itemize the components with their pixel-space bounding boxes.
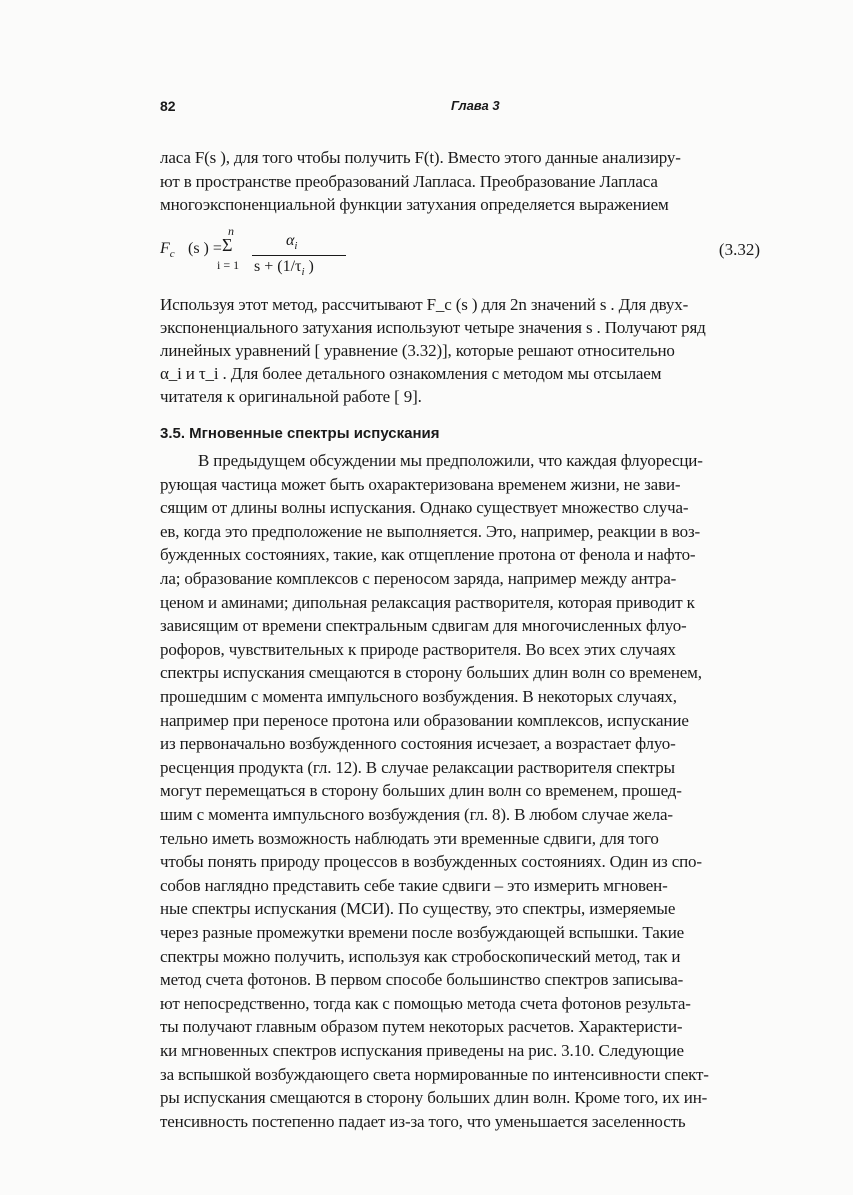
text-line: ры испускания смещаются в сторону больших длин волн. Кроме того, их ин- bbox=[160, 1088, 708, 1108]
text-line: линейных уравнений [ уравнение (3.32)], которые решают относительно bbox=[160, 341, 675, 360]
numerator: α bbox=[286, 232, 295, 249]
text-line: тельно иметь возможность наблюдать эти временные сдвиги, для того bbox=[160, 828, 659, 848]
text-line: спектры испускания смещаются в сторону больших длин волн со временем, bbox=[160, 663, 702, 683]
text-line: читателя к оригинальной работе [ 9]. bbox=[160, 387, 422, 406]
text-line: ласа F(s ), для того чтобы получить F(t). Вместо этого данные анализиру- bbox=[160, 148, 681, 167]
text-line: ные спектры испускания (МСИ). По существу, это спектры, измеряемые bbox=[160, 899, 676, 919]
sum-upper: n bbox=[228, 224, 234, 238]
denominator: s + (1/τ bbox=[254, 258, 302, 275]
text-line: ценом и аминами; дипольная релаксация растворителя, которая приводит к bbox=[160, 592, 695, 612]
formula-lhs: F bbox=[160, 240, 170, 257]
fraction-bar bbox=[252, 255, 346, 256]
text-line: многоэкспоненциальной функции затухания определяется выражением bbox=[160, 195, 669, 214]
text-line: могут перемещаться в сторону больших длин волн со временем, прошед- bbox=[160, 781, 682, 801]
denominator-sub: i bbox=[301, 266, 305, 279]
numerator-sub: i bbox=[294, 240, 298, 253]
text-line: В предыдущем обсуждении мы предположили, что каждая флуоресци- bbox=[198, 451, 703, 470]
text-line: собов наглядно представить себе такие сдвиги – это измерить мгновен- bbox=[160, 875, 668, 895]
denominator-end: ) bbox=[304, 258, 314, 275]
sum-symbol: Σ bbox=[222, 235, 233, 255]
page-number: 82 bbox=[160, 98, 176, 114]
text-line: шим с момента импульсного возбуждения (гл. 8). В любом случае жела- bbox=[160, 805, 673, 824]
sum-lower: i = 1 bbox=[217, 258, 240, 272]
text-line: тенсивность постепенно падает из-за того, что уменьшается заселенность bbox=[160, 1111, 686, 1131]
text-line: через разные промежутки времени после возбуждающей вспышки. Такие bbox=[160, 923, 685, 942]
text-line: рофоров, чувствительных к природе растворителя. Во всех этих случаях bbox=[160, 639, 676, 659]
text-line: из первоначально возбужденного состояния исчезает, а возрастает флуо- bbox=[160, 734, 676, 754]
text-line: α_i и τ_i . Для более детального ознакомления с методом мы отсылаем bbox=[160, 364, 662, 383]
text-line: экспоненциального затухания используют четыре значения s . Получают ряд bbox=[160, 318, 706, 337]
text-line: ки мгновенных спектров испускания приведены на рис. 3.10. Следующие bbox=[160, 1041, 684, 1060]
text-line: ют непосредственно, тогда как с помощью метода счета фотонов результа- bbox=[160, 993, 691, 1013]
text-line: ют в пространстве преобразований Лапласа. Преобразование Лапласа bbox=[160, 171, 658, 191]
text-line: ресценция продукта (гл. 12). В случае релаксации растворителя спектры bbox=[160, 757, 675, 777]
equation-number: (3.32) bbox=[718, 240, 760, 259]
text-line: спектры можно получить, используя как стробоскопический метод, так и bbox=[160, 946, 681, 966]
text-line: ев, когда это предположение не выполняется. Это, например, реакции в воз- bbox=[160, 521, 701, 541]
text-line: например при переносе протона или образовании комплексов, испускание bbox=[160, 710, 689, 730]
text-line: зависящим от времени спектральным сдвигам для многочисленных флуо- bbox=[160, 616, 687, 636]
text-line: ты получают главным образом путем некоторых расчетов. Характеристи- bbox=[160, 1017, 683, 1037]
text-line: ла; образование комплексов с переносом заряда, например между антра- bbox=[160, 569, 677, 588]
text-line: метод счета фотонов. В первом способе большинство спектров записыва- bbox=[160, 970, 684, 990]
formula-lhs-arg: (s ) = bbox=[188, 240, 222, 257]
text-line: бужденных состояниях, такие, как отщепление протона от фенола и нафто- bbox=[160, 545, 696, 565]
text-line: Используя этот метод, рассчитывают F_c (s ) для 2n значений s . Для двух- bbox=[160, 295, 689, 314]
text-line: за вспышкой возбуждающего света нормированные по интенсивности спект- bbox=[160, 1064, 709, 1084]
text-line: чтобы понять природу процессов в возбужденных состояниях. Один из спо- bbox=[160, 852, 702, 872]
equation-3-32 bbox=[160, 224, 760, 290]
section-heading: 3.5. Мгновенные спектры испускания bbox=[160, 425, 440, 442]
text-line: сящим от длины волны испускания. Однако существует множество случа- bbox=[160, 498, 689, 518]
text-line: прошедшим с момента импульсного возбуждения. В некоторых случаях, bbox=[160, 687, 677, 706]
text-line: рующая частица может быть охарактеризована временем жизни, не зави- bbox=[160, 474, 681, 494]
chapter-title: Глава 3 bbox=[451, 98, 500, 113]
formula-lhs-sub: c bbox=[169, 248, 175, 261]
